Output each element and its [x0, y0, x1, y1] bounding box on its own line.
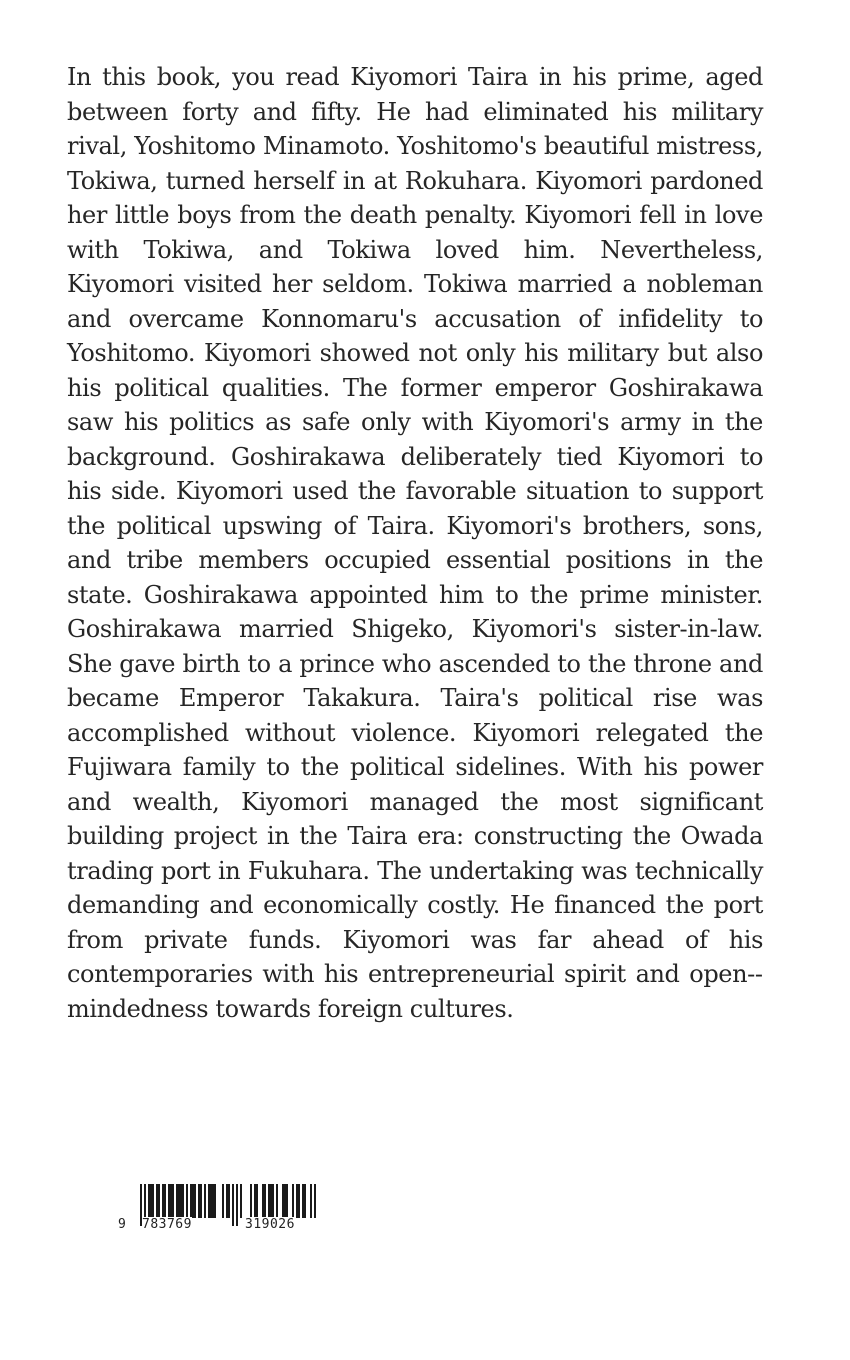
barcode-bar	[284, 1184, 286, 1218]
barcode-bar	[170, 1184, 172, 1218]
barcode-bar	[304, 1184, 306, 1218]
barcode-bar	[172, 1184, 174, 1218]
barcode-bar	[152, 1184, 154, 1218]
barcode-bar	[198, 1184, 200, 1218]
barcode-bar	[262, 1184, 264, 1218]
barcode-bar	[164, 1184, 166, 1218]
barcode-bar	[180, 1184, 182, 1218]
barcode-bar	[250, 1184, 252, 1218]
barcode-bar	[268, 1184, 270, 1218]
barcode-bar	[178, 1184, 180, 1218]
barcode-bar	[254, 1184, 256, 1218]
barcode-bar	[286, 1184, 288, 1218]
barcode-bar	[182, 1184, 184, 1218]
barcode-bar	[222, 1184, 224, 1218]
barcode-left-digits: 783769	[142, 1217, 192, 1232]
barcode-bar	[296, 1184, 298, 1218]
barcode-bar	[214, 1184, 216, 1218]
barcode-bar	[176, 1184, 178, 1218]
barcode-bar	[186, 1184, 188, 1218]
barcode-bar	[158, 1184, 160, 1218]
barcode-bar	[240, 1184, 242, 1218]
barcode-bar	[256, 1184, 258, 1218]
barcode-bar	[228, 1184, 230, 1218]
isbn-barcode	[118, 1184, 322, 1234]
barcode-bar	[236, 1184, 238, 1226]
barcode-bar	[310, 1184, 312, 1218]
barcode-bar	[168, 1184, 170, 1218]
barcode-bar	[162, 1184, 164, 1218]
barcode-bar	[148, 1184, 150, 1218]
barcode-bar	[282, 1184, 284, 1218]
barcode-bar	[298, 1184, 300, 1218]
blurb-text: In this book, you read Kiyomori Taira in his prime, aged between forty and fifty. He had eliminated his military rival, Yoshitomo Minamoto. Yoshitomo's beautiful mistress, Tokiwa, turned herself in at Rokuhara. Kiyomori pardoned her little boys from the death penalty. Kiyomori fell in love with Tokiwa, and Tokiwa loved him. Nevertheless, Kiyomori visited her seldom. Tokiwa married a nobleman and overcame Konnomaru's accusation of infidelity to Yoshitomo. Kiyomori showed not only his military but also his political qualities. The former emperor Goshirakawa saw his politics as safe only with Kiyomori's army in the background. Goshirakawa deliberately tied Kiyomori to his side. Kiyomori used the favorable situation to support the political upswing of Taira. Kiyomori's brothers, sons, and tribe members occupied essential positions in the state. Goshirakawa appointed him to the prime minister. Goshirakawa married Shigeko, Kiyomori's sister-in-law. She gave birth to a prince who ascended to the throne and became Emperor Takakura. Taira's political rise was accomplished without violence. Kiyomori relegated the Fujiwara family to the political sidelines. With his power and wealth, Kiyomori managed the most significant building project in the Taira era: constructing the Owada trading port in Fukuhara. The undertaking was technically demanding and economically costly. He financed the port from private funds. Kiyomori was far ahead of his contemporaries with his entrepreneurial spirit and open-mindedness towards foreign cultures.	[67, 63, 763, 1023]
barcode-bar	[208, 1184, 210, 1218]
barcode-bar	[212, 1184, 214, 1218]
barcode-bar	[302, 1184, 304, 1218]
barcode-bar	[232, 1184, 234, 1226]
barcode-bar	[190, 1184, 192, 1218]
barcode-bar	[210, 1184, 212, 1218]
barcode-bar	[314, 1184, 316, 1218]
barcode-bar	[276, 1184, 278, 1218]
barcode-first-digit: 9	[118, 1217, 127, 1232]
barcode-bar	[204, 1184, 206, 1218]
barcode-bar	[264, 1184, 266, 1218]
barcode-bar	[156, 1184, 158, 1218]
barcode-right-digits: 319026	[245, 1217, 295, 1232]
barcode-bar	[292, 1184, 294, 1218]
barcode-bar	[192, 1184, 194, 1218]
barcode-bar	[270, 1184, 272, 1218]
barcode-bar	[150, 1184, 152, 1218]
barcode-bar	[194, 1184, 196, 1218]
barcode-bar	[226, 1184, 228, 1218]
barcode-bar	[200, 1184, 202, 1218]
barcode-bar	[272, 1184, 274, 1218]
